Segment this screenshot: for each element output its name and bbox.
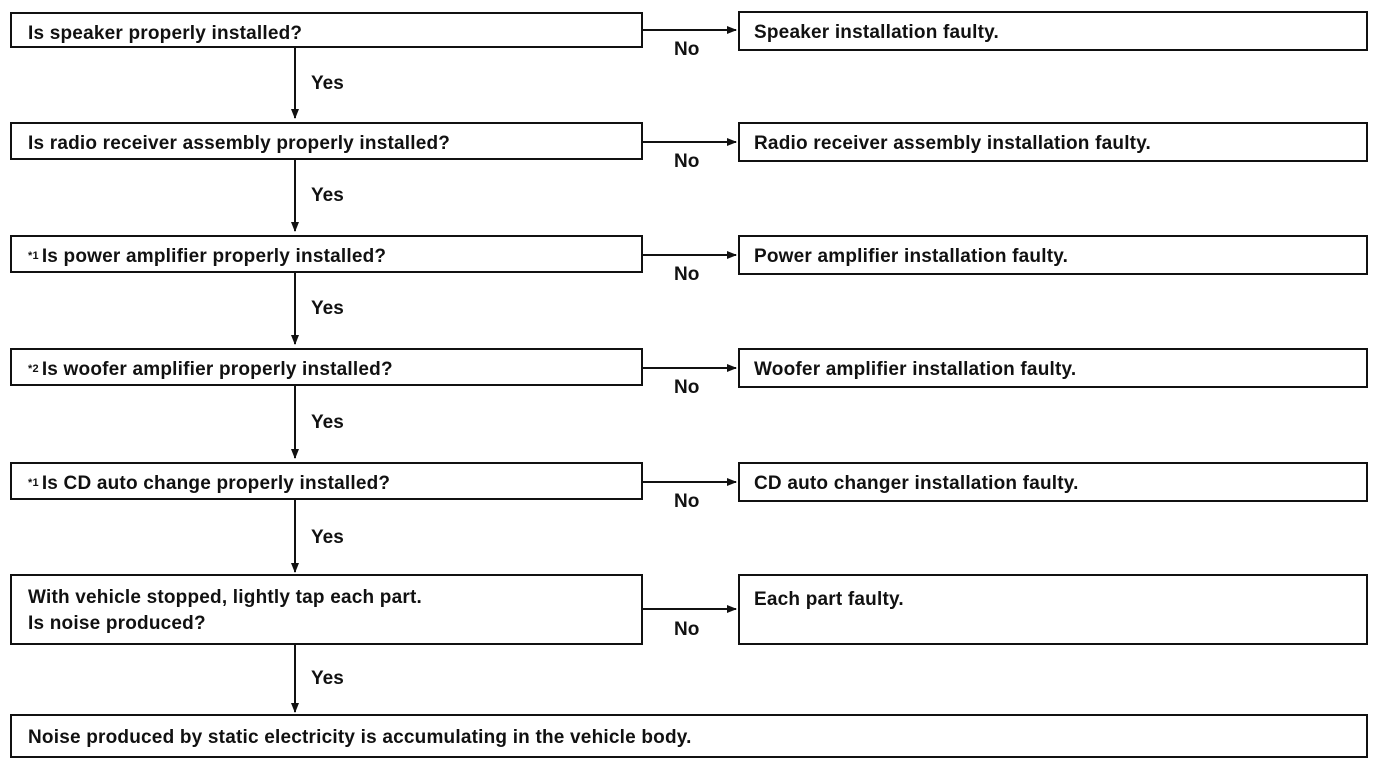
fault-box-6 xyxy=(738,574,1368,645)
yes-label-1: Yes xyxy=(311,73,344,94)
question-text-1: Is speaker properly installed? xyxy=(28,23,303,44)
yes-label-2: Yes xyxy=(311,185,344,206)
question-box-1 xyxy=(10,12,643,48)
fault-text-4: Woofer amplifier installation faulty. xyxy=(754,359,1077,380)
fault-box-4 xyxy=(738,348,1368,388)
question-text-6b: Is noise produced? xyxy=(28,613,206,634)
footnote-mark-3: *1 xyxy=(28,250,39,262)
question-box-4 xyxy=(10,348,643,386)
footnote-mark-4: *2 xyxy=(28,363,39,375)
fault-text-6: Each part faulty. xyxy=(754,589,904,610)
no-label-1: No xyxy=(674,39,700,60)
question-box-2 xyxy=(10,122,643,160)
yes-label-4: Yes xyxy=(311,412,344,433)
question-text-6a: With vehicle stopped, lightly tap each part. xyxy=(28,587,422,608)
fault-text-2: Radio receiver assembly installation faulty. xyxy=(754,133,1152,154)
fault-box-1 xyxy=(738,11,1368,51)
fault-box-3 xyxy=(738,235,1368,275)
question-box-6 xyxy=(10,574,643,645)
no-label-5: No xyxy=(674,491,700,512)
yes-label-5: Yes xyxy=(311,527,344,548)
no-label-3: No xyxy=(674,264,700,285)
fault-box-5 xyxy=(738,462,1368,502)
no-label-6: No xyxy=(674,619,700,640)
fault-text-1: Speaker installation faulty. xyxy=(754,22,999,43)
question-text-4: Is woofer amplifier properly installed? xyxy=(41,359,393,380)
question-text-2: Is radio receiver assembly properly installed? xyxy=(28,133,451,154)
fault-box-2 xyxy=(738,122,1368,162)
question-box-5 xyxy=(10,462,643,500)
no-label-2: No xyxy=(674,151,700,172)
final-box xyxy=(10,714,1368,758)
question-text-3: Is power amplifier properly installed? xyxy=(41,246,387,267)
question-text-5: Is CD auto change properly installed? xyxy=(41,473,391,494)
yes-label-3: Yes xyxy=(311,298,344,319)
fault-text-5: CD auto changer installation faulty. xyxy=(754,473,1079,494)
yes-label-6: Yes xyxy=(311,668,344,689)
final-text: Noise produced by static electricity is accumulating in the vehicle body. xyxy=(28,727,692,748)
question-box-3 xyxy=(10,235,643,273)
footnote-mark-5: *1 xyxy=(28,477,39,489)
no-label-4: No xyxy=(674,377,700,398)
fault-text-3: Power amplifier installation faulty. xyxy=(754,246,1069,267)
